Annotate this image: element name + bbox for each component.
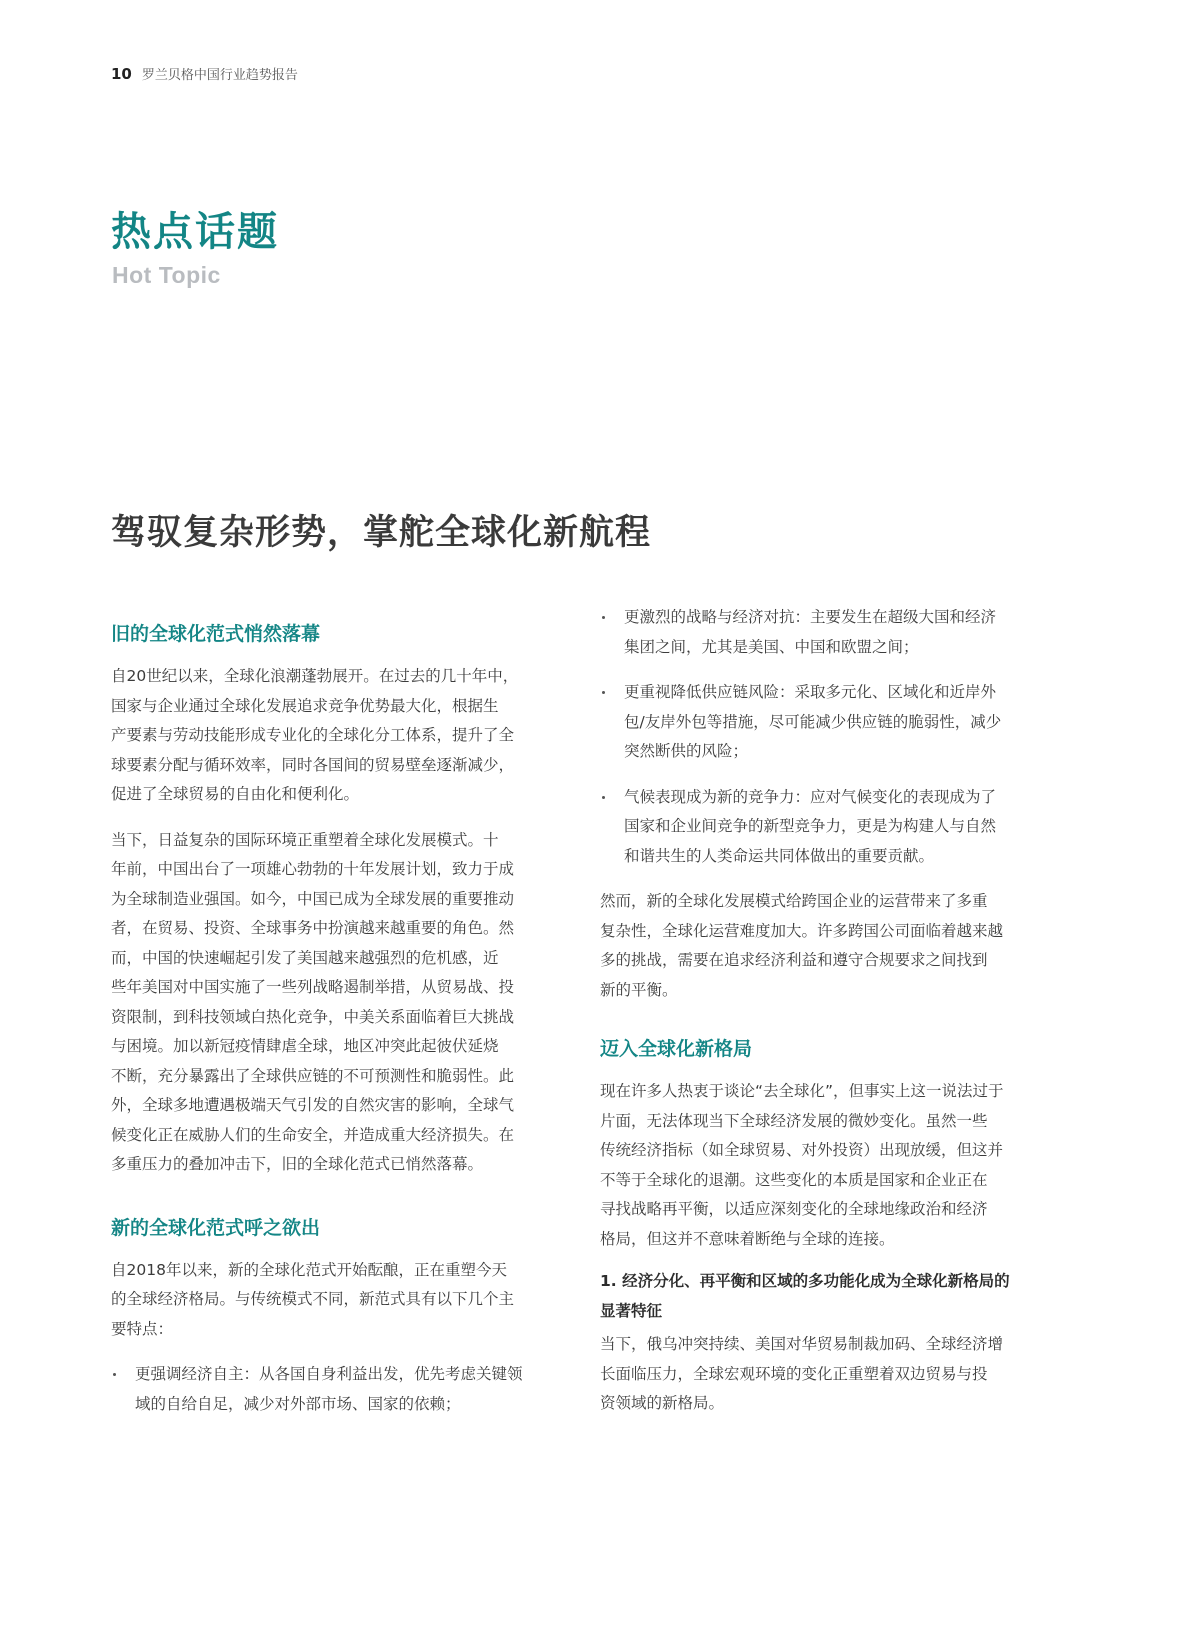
text-line: 更强调经济自主：从各国自身利益出发，优先考虑关键领 [135, 1365, 523, 1383]
text-line: 传统经济指标（如全球贸易、对外投资）出现放缓，但这并 [600, 1141, 1004, 1159]
text-line: 的全球经济格局。与传统模式不同，新范式具有以下几个主 [111, 1290, 515, 1308]
text-line: 然而，新的全球化发展模式给跨国企业的运营带来了多重 [600, 892, 988, 910]
paragraph-3 [111, 1256, 581, 1345]
text-line: 更激烈的战略与经济对抗：主要发生在超级大国和经济 [624, 608, 997, 626]
text-line: 长面临压力，全球宏观环境的变化正重塑着双边贸易与投 [600, 1364, 988, 1383]
text-line: 新的平衡。 [600, 980, 678, 999]
subheading-economic-divergence [600, 1266, 1070, 1326]
bullet-icon [602, 796, 605, 799]
left-column [111, 620, 581, 1419]
text-line: 国家与企业通过全球化发展追求竞争优势最大化，根据生 [111, 696, 499, 715]
text-line: 资领域的新格局。 [600, 1394, 725, 1412]
bullet-economic-autonomy [111, 1360, 581, 1419]
text-line: 现在许多人热衷于谈论“去全球化”，但事实上这一说法过于 [600, 1082, 1004, 1100]
text-line: 集团之间，尤其是美国、中国和欧盟之间； [624, 637, 919, 656]
text-line: 气候表现成为新的竞争力：应对气候变化的表现成为了 [624, 787, 997, 806]
text-line: 片面，无法体现当下全球经济发展的微妙变化。虽然一些 [600, 1111, 988, 1130]
section-title-chinese: 热点话题 [111, 209, 279, 255]
right-column [600, 603, 1070, 1419]
paragraph-6 [600, 1330, 1070, 1419]
text-line: 候变化正在威胁人们的生命安全，并造成重大经济损失。在 [111, 1125, 515, 1144]
text-line: 包/友岸外包等措施，尽可能减少供应链的脆弱性，减少 [624, 712, 1002, 731]
report-title: 罗兰贝格中国行业趋势报告 [141, 68, 298, 83]
text-line: 当下，俄乌冲突持续、美国对华贸易制裁加码、全球经济增 [600, 1335, 1004, 1353]
text-line: 复杂性，全球化运营难度加大。许多跨国公司面临着越来越 [600, 921, 1004, 940]
text-line: 突然断供的风险； [624, 742, 749, 760]
text-line: 更重视降低供应链风险：采取多元化、区域化和近岸外 [624, 683, 997, 701]
text-line: 1. 经济分化、再平衡和区域的多功能化成为全球化新格局的 [600, 1272, 1010, 1290]
paragraph-4 [600, 887, 1070, 1005]
bullet-text [624, 678, 1070, 767]
paragraph-1 [111, 662, 581, 810]
text-line: 不断，充分暴露出了全球供应链的不可预测性和脆弱性。此 [111, 1066, 515, 1085]
text-line: 为全球制造业强国。如今，中国已成为全球发展的重要推动 [111, 889, 515, 908]
bullet-climate-competitiveness [600, 783, 1070, 872]
text-line: 多重压力的叠加冲击下，旧的全球化范式已悄然落幕。 [111, 1155, 484, 1173]
running-header [111, 64, 298, 83]
text-line: 些年美国对中国实施了一些列战略遏制举措，从贸易战、投 [111, 978, 515, 996]
heading-new-globalization: 新的全球化范式呼之欲出 [111, 1216, 321, 1239]
article-title: 驾驭复杂形势，掌舵全球化新航程 [111, 513, 652, 553]
text-line: 寻找战略再平衡，以适应深刻变化的全球地缘政治和经济 [600, 1200, 988, 1218]
text-line: 资限制，到科技领域白热化竞争，中美关系面临着巨大挑战 [111, 1007, 515, 1026]
text-line: 格局，但这并不意味着断绝与全球的连接。 [600, 1229, 895, 1248]
page-number: 10 [111, 65, 132, 83]
bullet-icon [602, 691, 605, 694]
text-line: 球要素分配与循环效率，同时各国间的贸易壁垒逐渐减少， [111, 755, 515, 774]
text-line: 而，中国的快速崛起引发了美国越来越强烈的危机感，近 [111, 948, 499, 967]
bullet-text [624, 783, 1070, 872]
bullet-supply-chain-risk [600, 678, 1070, 767]
section-title-english: Hot Topic [112, 262, 221, 288]
text-line: 促进了全球贸易的自由化和便利化。 [111, 785, 360, 803]
text-line: 显著特征 [600, 1302, 663, 1320]
text-line: 自20世纪以来，全球化浪潮蓬勃展开。在过去的几十年中， [111, 667, 519, 685]
text-line: 当下，日益复杂的国际环境正重塑着全球化发展模式。十 [111, 830, 499, 849]
text-line: 者，在贸易、投资、全球事务中扮演越来越重要的角色。然 [111, 919, 515, 937]
bullet-text [624, 603, 1070, 662]
text-line: 和谐共生的人类命运共同体做出的重要贡献。 [624, 846, 935, 865]
bullet-icon [602, 616, 605, 619]
text-line: 外，全球多地遭遇极端天气引发的自然灾害的影响，全球气 [111, 1096, 515, 1114]
heading-new-pattern: 迈入全球化新格局 [600, 1038, 753, 1060]
bullet-text [135, 1360, 581, 1419]
text-line: 年前，中国出台了一项雄心勃勃的十年发展计划，致力于成 [111, 860, 515, 878]
paragraph-5 [600, 1077, 1070, 1254]
text-line: 产要素与劳动技能形成专业化的全球化分工体系，提升了全 [111, 726, 515, 744]
bullet-strategic-confrontation [600, 603, 1070, 662]
paragraph-2 [111, 826, 581, 1180]
text-line: 域的自给自足，减少对外部市场、国家的依赖； [135, 1394, 461, 1413]
text-line: 要特点： [111, 1319, 174, 1338]
text-line: 多的挑战，需要在追求经济利益和遵守合规要求之间找到 [600, 951, 988, 969]
heading-old-globalization: 旧的全球化范式悄然落幕 [111, 623, 321, 645]
bullet-icon [113, 1373, 116, 1376]
text-line: 不等于全球化的退潮。这些变化的本质是国家和企业正在 [600, 1170, 988, 1189]
text-line: 自2018年以来，新的全球化范式开始酝酿，正在重塑今天 [111, 1260, 507, 1279]
text-line: 与困境。加以新冠疫情肆虐全球，地区冲突此起彼伏延烧 [111, 1037, 499, 1055]
text-line: 国家和企业间竞争的新型竞争力，更是为构建人与自然 [624, 817, 997, 835]
